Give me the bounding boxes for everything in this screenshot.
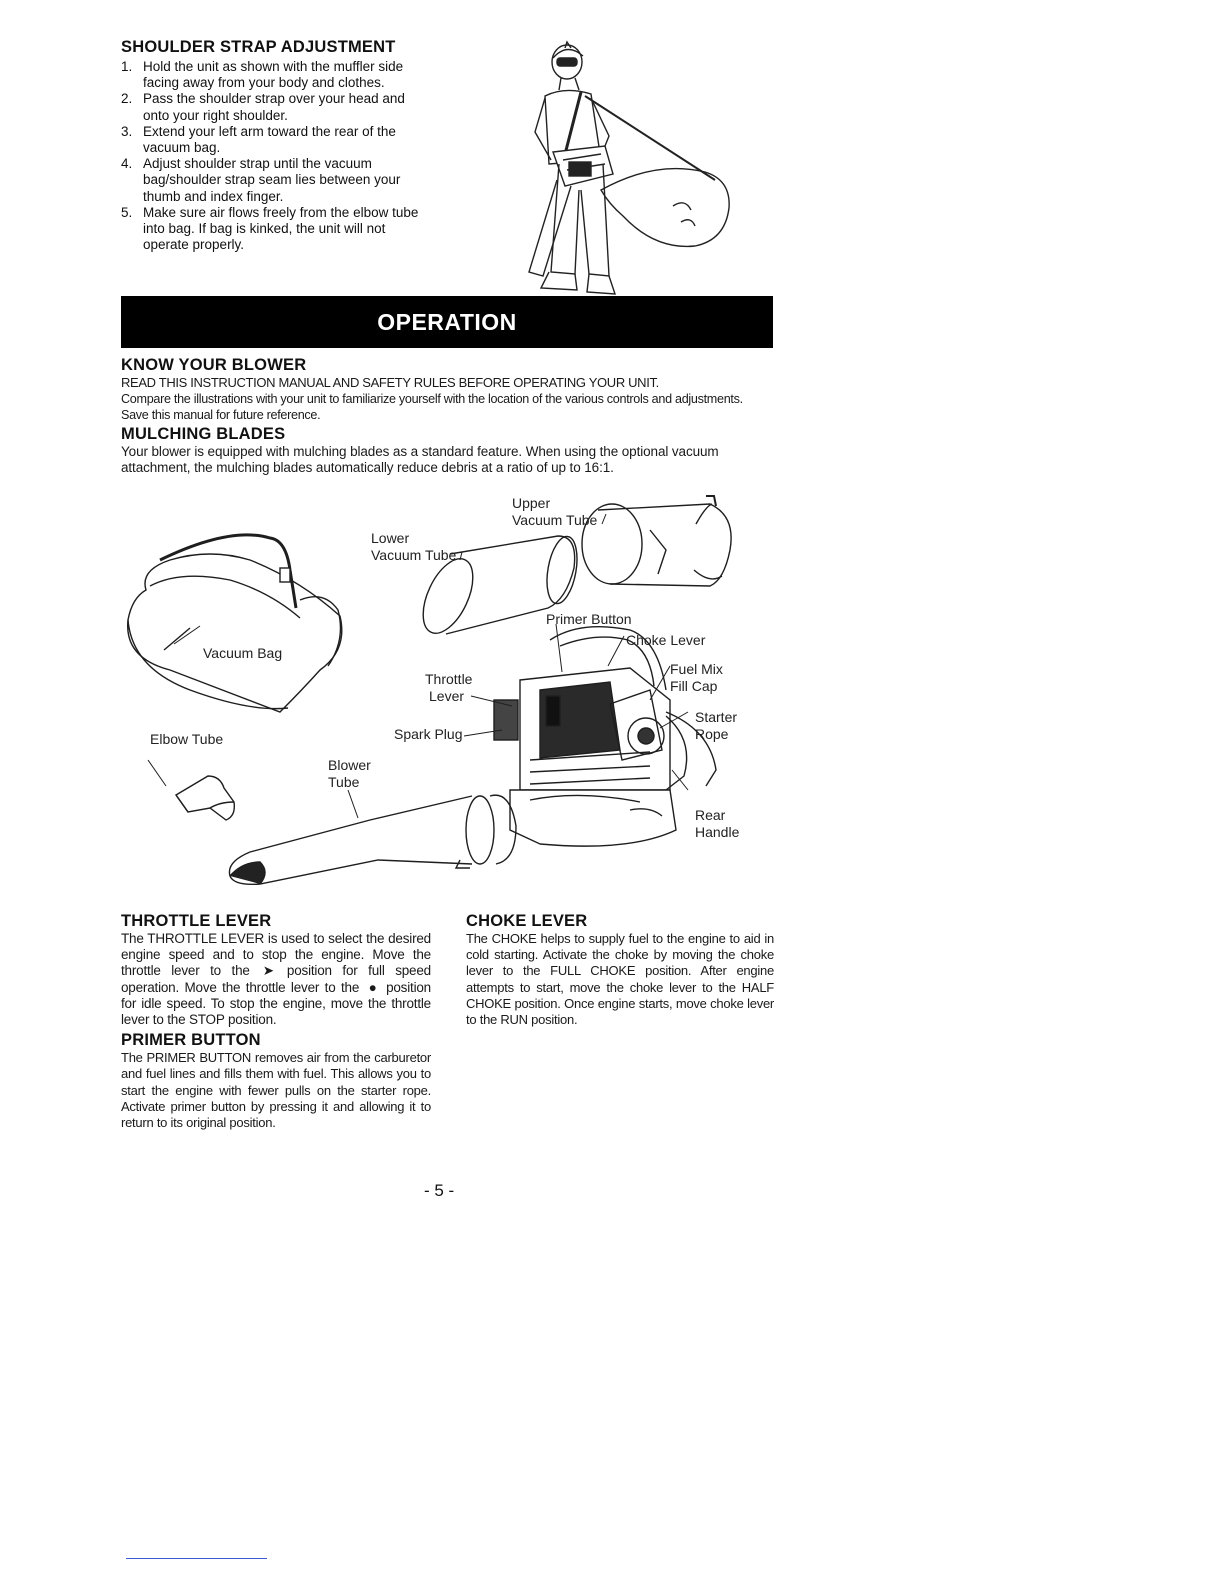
label-rear-handle: Rear Handle <box>695 807 740 840</box>
operation-banner <box>121 296 773 348</box>
step-item: 3. Extend your left arm toward the rear of the vacuum bag. <box>121 123 396 156</box>
label-upper-vacuum-tube: Upper Vacuum Tube <box>512 495 598 528</box>
operation-title: OPERATION <box>377 308 517 335</box>
blower-tube-drawing <box>229 795 516 884</box>
choke-lever-text: The CHOKE helps to supply fuel to the engine to aid in cold starting. Activate the choke by moving the choke lever to the FULL CHOKE position. After engine attempts to start, move the choke lever to the HALF CHOKE position. Once engine starts, move choke lever to the RUN position. <box>466 931 774 1028</box>
throttle-lever-text: The THROTTLE LEVER is used to select the desired engine speed and to stop the engine. Move the throttle lever to the ➤ position for full speed operation. Move the throttle lever to the ● position for idle speed. To stop the engine, move the throttle lever to the STOP position. <box>121 931 431 1028</box>
upper-vacuum-tube-drawing <box>582 496 731 586</box>
step-item: 2. Pass the shoulder strap over your head and onto your right shoulder. <box>121 91 405 123</box>
elbow-tube-drawing <box>176 776 234 820</box>
step-item: 4. Adjust shoulder strap until the vacuum bag/shoulder strap seam lies between your thumb and index finger. <box>121 156 401 204</box>
know-your-blower-heading: KNOW YOUR BLOWER <box>121 356 307 374</box>
footer-rule <box>126 1558 267 1559</box>
label-fuel-mix-fill-cap: Fuel Mix Fill Cap <box>670 661 723 694</box>
know-your-blower-section <box>121 356 773 476</box>
shoulder-strap-heading: SHOULDER STRAP ADJUSTMENT <box>121 38 396 56</box>
know-your-blower-text: Compare the illustrations with your unit to familiarize yourself with the location of the various controls and adjustments. Save this manual for future reference. <box>121 392 743 423</box>
label-throttle-lever: Throttle Lever <box>425 671 473 704</box>
choke-lever-heading: CHOKE LEVER <box>466 912 588 930</box>
label-blower-tube: Blower Tube <box>328 757 371 790</box>
label-lower-vacuum-tube: Lower Vacuum Tube <box>371 530 457 563</box>
label-primer-button: Primer Button <box>546 611 632 627</box>
throttle-lever-section <box>121 912 431 1131</box>
label-starter-rope: Starter Rope <box>695 709 738 742</box>
rabbit-fast-icon: ➤ <box>262 963 274 979</box>
operator-illustration <box>505 40 745 300</box>
blower-engine-drawing <box>494 627 716 846</box>
label-choke-lever: Choke Lever <box>626 632 706 648</box>
shoulder-strap-steps <box>121 59 431 253</box>
label-vacuum-bag: Vacuum Bag <box>203 645 283 661</box>
shoulder-strap-section <box>121 38 431 253</box>
vacuum-bag-drawing <box>128 535 342 712</box>
label-spark-plug: Spark Plug <box>394 726 463 742</box>
primer-button-heading: PRIMER BUTTON <box>121 1031 261 1050</box>
step-item: 1. Hold the unit as shown with the muffler side facing away from your body and clothes. <box>121 59 404 91</box>
turtle-slow-icon: ● <box>368 979 377 995</box>
primer-button-text: The PRIMER BUTTON removes air from the carburetor and fuel lines and fills them with fuel. This allows you to start the engine with fewer pulls on the starter rope. Activate primer button by pressing it and allowing it to return to its original position. <box>121 1050 431 1131</box>
mulching-blades-heading: MULCHING BLADES <box>121 424 286 443</box>
mulching-blades-text: Your blower is equipped with mulching blades as a standard feature. When using the optional vacuum attachment, the mulching blades automatically reduce debris at a ratio of up to 16:1. <box>121 443 719 475</box>
choke-lever-section <box>466 912 774 1028</box>
know-your-blower-warning: READ THIS INSTRUCTION MANUAL AND SAFETY RULES BEFORE OPERATING YOUR UNIT. <box>121 375 659 390</box>
step-item: 5. Make sure air flows freely from the elbow tube into bag. If bag is kinked, the unit will not operate properly. <box>121 204 419 253</box>
page-number: - 5 - <box>424 1181 455 1200</box>
label-elbow-tube: Elbow Tube <box>150 731 224 747</box>
throttle-lever-heading: THROTTLE LEVER <box>121 912 272 930</box>
